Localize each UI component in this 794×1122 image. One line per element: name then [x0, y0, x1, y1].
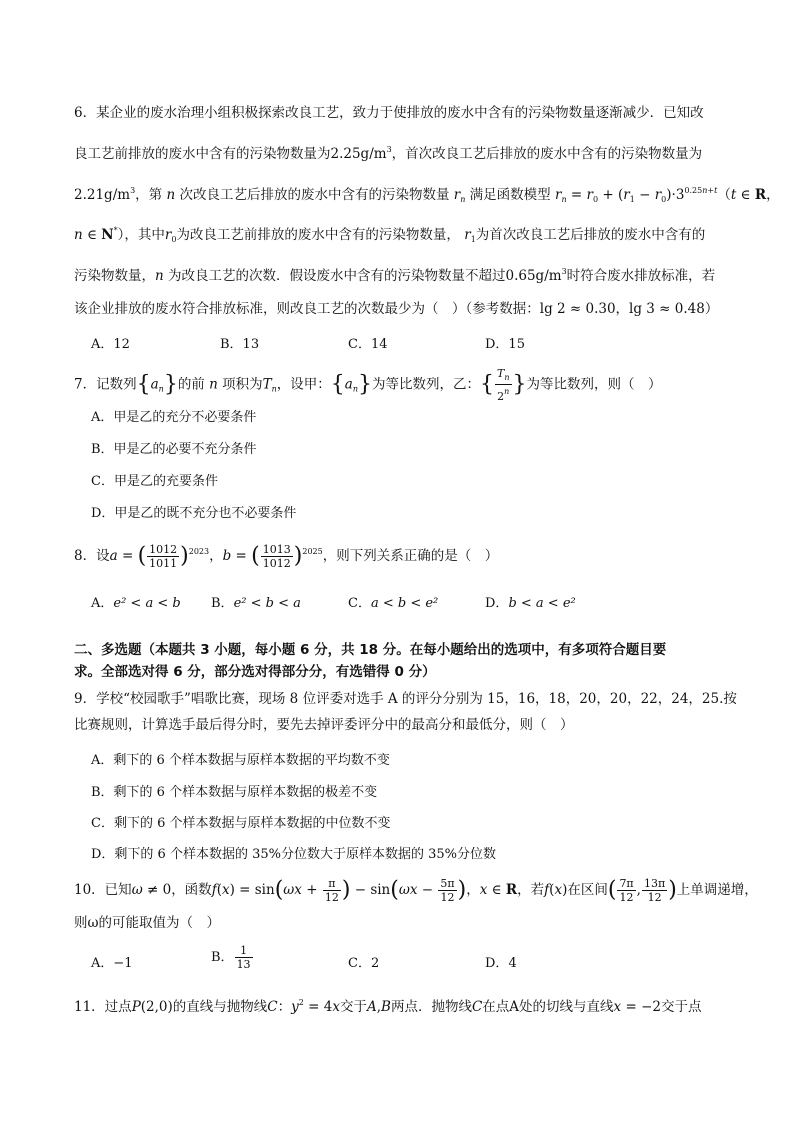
q6-option-c: C．14: [348, 337, 388, 352]
section2-heading-line1: 二、多选题（本题共 3 小题，每小题 6 分，共 18 分。在每小题给出的选项中，有多项符合题目要: [74, 642, 667, 658]
q10-option-b: B． $\frac{1}{13}$: [211, 944, 251, 971]
q6-option-d: D．15: [485, 337, 525, 352]
q8-option-b: B．e² < b < a: [211, 596, 301, 611]
q9-option-d: D．剩下的 6 个样本数据的 35%分位数大于原样本数据的 35%分位数: [91, 847, 497, 862]
q7-stem: 7．记数列$\{a_n\}$的前 n 项积为$T_n$，设甲：$\{a_n\}$为等比数列，乙：{ $\frac{T_n}{2^n}$ }为等比数列，则（ ）: [74, 367, 662, 403]
q6-line5: 污染物数量，n 为改良工艺的次数．假设废水中含有的污染物数量不超过$0.65g/m^3$时符合废水排放标准，若: [74, 267, 716, 284]
q6-line4: n ∈ N*），其中$r_0$为改良工艺前排放的废水中含有的污染物数量， $r_1$为首次改良工艺后排放的废水中含有的: [74, 226, 706, 244]
q7-option-c: C．甲是乙的充要条件: [91, 474, 218, 489]
q6-line3: $2.21g/m^3$，第 n 次改良工艺后排放的废水中含有的污染物数量 $r_n$ 满足函数模型 $r_n = r_0 + (r_1 - r_0)\cdot 3^{0.25n+t}(t$ ∈ R，: [74, 186, 780, 204]
q8-stem: 8．设a = ( $\frac{1012}{1011}$ )$^{2023}$，b = ( $\frac{1013}{1012}$ )$^{2025}$，则下列关系正确的是（ ）: [74, 543, 499, 570]
q6-line2: 良工艺前排放的废水中含有的污染物数量为$2.25g/m^3$，首次改良工艺后排放的废水中含有的污染物数量为: [74, 145, 703, 162]
q10-option-c: C．2: [348, 956, 380, 971]
q9-option-a: A．剩下的 6 个样本数据与原样本数据的平均数不变: [91, 753, 390, 768]
q10-option-d: D．4: [485, 956, 517, 971]
q10-stem: 10．已知ω ≠ 0，函数f(x) = sin(ωx + $\frac{\pi}{12}$ ) − sin(ωx − $\frac{5\pi}{12}$ )，x ∈ R，若f(x)在区间( $\frac{7\pi}{12}$ , $\frac{13\pi}{12}$ )上单调递增，: [74, 877, 758, 904]
q6-line1: 6．某企业的废水治理小组积极探索改良工艺，致力于使排放的废水中含有的污染物数量逐渐减少．已知改: [74, 105, 704, 121]
q6-option-b: B．13: [220, 337, 260, 352]
q9-line2: 比赛规则，计算选手最后得分时，要先去掉评委评分中的最高分和最低分，则（ ）: [74, 717, 574, 733]
q8-option-c: C．a < b < e²: [348, 596, 439, 611]
q10-line2: 则ω的可能取值为（ ）: [74, 915, 221, 931]
section2-heading-line2: 求。全部选对得 6 分，部分选对得部分分，有选错得 0 分）: [74, 664, 436, 680]
q7-option-d: D．甲是乙的既不充分也不必要条件: [91, 506, 297, 521]
q9-line1: 9．学校“校园歌手”唱歌比赛，现场 8 位评委对选手 A 的评分分别为 15，16，18，20，20，22，24，25.按: [74, 691, 737, 707]
q11-stem: 11．过点P(2,0)的直线与抛物线C：$y^2 = 4x$交于A,B两点．抛物线C在点A处的切线与直线x = −2交于点: [74, 998, 702, 1015]
q9-option-b: B．剩下的 6 个样本数据与原样本数据的极差不变: [91, 785, 378, 800]
q8-option-a: A．e² < a < b: [91, 596, 181, 611]
q9-option-c: C．剩下的 6 个样本数据与原样本数据的中位数不变: [91, 816, 391, 831]
q7-option-a: A．甲是乙的充分不必要条件: [91, 410, 257, 425]
q8-option-d: D．b < a < e²: [485, 596, 576, 611]
q7-option-b: B．甲是乙的必要不充分条件: [91, 442, 257, 457]
q6-line6: 该企业排放的废水符合排放标准，则改良工艺的次数最少为（ ）（参考数据：lg 2 ≈ 0.30，lg 3 ≈ 0.48）: [74, 301, 719, 317]
q6-option-a: A．12: [91, 337, 130, 352]
q10-option-a: A．−1: [91, 956, 133, 971]
